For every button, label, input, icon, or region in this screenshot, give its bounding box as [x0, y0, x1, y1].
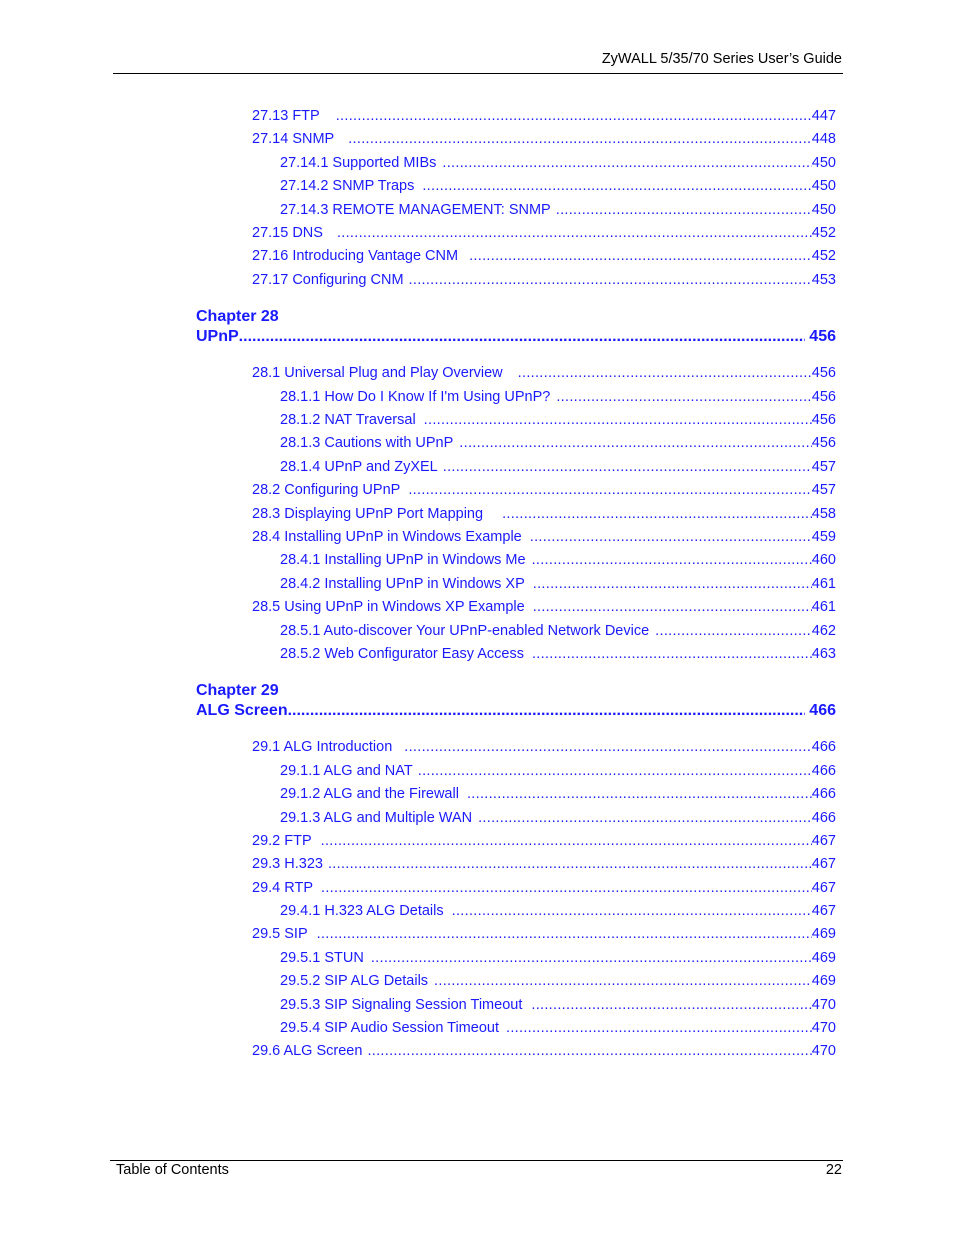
toc-entry-link[interactable] [280, 389, 836, 405]
dot-leader [321, 880, 812, 896]
toc-entry-title: 29.1.1 ALG and NAT [280, 763, 413, 779]
toc-entry-title: 28.1.4 UPnP and ZyXEL [280, 459, 438, 475]
toc-entry-page-number: 450 [811, 178, 836, 194]
toc-entry-page-number: 448 [811, 131, 836, 147]
dot-leader [655, 623, 812, 639]
toc-entry-title: 29.3 H.323 [252, 856, 323, 872]
toc-entry-page-number: 459 [811, 529, 836, 545]
dot-leader [328, 856, 812, 872]
toc-entry-page-number: 466 [811, 739, 836, 755]
dot-leader [532, 552, 812, 568]
toc-entry-page-number: 452 [811, 248, 836, 264]
chapter-title: ALG Screen [196, 702, 288, 719]
toc-entry-title: 27.14.2 SNMP Traps [280, 178, 415, 194]
dot-leader [239, 328, 806, 346]
dot-leader [434, 973, 812, 989]
toc-entry-title: 28.5.2 Web Configurator Easy Access [280, 646, 524, 662]
dot-leader [418, 763, 812, 779]
toc-entry-title: 29.2 FTP [252, 833, 312, 849]
chapter-28-number[interactable]: Chapter 28 [196, 308, 279, 325]
toc-entry-link[interactable] [252, 1043, 836, 1059]
toc-entry-link[interactable] [280, 576, 836, 592]
toc-entry-page-number: 467 [811, 903, 836, 919]
toc-entry-title: 29.5 SIP [252, 926, 308, 942]
toc-entry-link[interactable] [280, 552, 836, 568]
toc-entry-link[interactable] [280, 973, 836, 989]
toc-entry-link[interactable] [252, 926, 836, 942]
chapter-page-number: 456 [809, 328, 836, 345]
toc-entry-link[interactable] [280, 903, 836, 919]
chapter-29-title-link[interactable] [196, 702, 836, 720]
dot-leader [408, 482, 811, 498]
toc-entry-title: 28.1.3 Cautions with UPnP [280, 435, 454, 451]
dot-leader [533, 599, 812, 615]
toc-entry-title: 27.16 Introducing Vantage CNM [252, 248, 459, 264]
toc-entry-page-number: 457 [811, 482, 836, 498]
dot-leader [409, 272, 812, 288]
toc-entry-title: 28.1 Universal Plug and Play Overview [252, 365, 503, 381]
dot-leader [556, 202, 812, 218]
toc-entry-link[interactable] [280, 786, 836, 802]
toc-entry-page-number: 467 [811, 856, 836, 872]
dot-leader [443, 459, 812, 475]
dot-leader [348, 131, 812, 147]
chapter-29-number[interactable]: Chapter 29 [196, 682, 279, 699]
toc-entry-link[interactable] [252, 599, 836, 615]
toc-entry-page-number: 461 [811, 576, 836, 592]
toc-entry-page-number: 461 [811, 599, 836, 615]
toc-entry-link[interactable] [252, 482, 836, 498]
toc-entry-title: 28.1.2 NAT Traversal [280, 412, 416, 428]
toc-entry-title: 28.4.2 Installing UPnP in Windows XP [280, 576, 525, 592]
toc-entry-title: 28.2 Configuring UPnP [252, 482, 401, 498]
dot-leader [506, 1020, 812, 1036]
chapter-title: UPnP [196, 328, 239, 345]
toc-entry-title: 27.14.3 REMOTE MANAGEMENT: SNMP [280, 202, 551, 218]
toc-entry-link[interactable] [252, 506, 836, 522]
toc-entry-page-number: 447 [811, 108, 836, 124]
toc-entry-link[interactable] [280, 997, 836, 1013]
footer-page-number: 22 [825, 1162, 842, 1178]
toc-entry-link[interactable] [252, 739, 836, 755]
toc-entry-link[interactable] [252, 225, 836, 241]
footer-divider [110, 1160, 843, 1161]
dot-leader [531, 997, 811, 1013]
toc-entry-link[interactable] [252, 248, 836, 264]
dot-leader [467, 786, 812, 802]
toc-entry-page-number: 466 [811, 763, 836, 779]
toc-entry-page-number: 456 [811, 412, 836, 428]
dot-leader [371, 950, 812, 966]
toc-entry-title: 29.5.4 SIP Audio Session Timeout [280, 1020, 499, 1036]
toc-entry-page-number: 450 [811, 202, 836, 218]
toc-entry-page-number: 470 [811, 997, 836, 1013]
toc-entry-link[interactable] [252, 880, 836, 896]
toc-entry-title: 28.1.1 How Do I Know If I'm Using UPnP? [280, 389, 551, 405]
toc-entry-title: 29.5.1 STUN [280, 950, 364, 966]
dot-leader [478, 810, 812, 826]
toc-entry-link[interactable] [252, 833, 836, 849]
dot-leader [459, 435, 812, 451]
toc-entry-title: 27.13 FTP [252, 108, 320, 124]
dot-leader [424, 412, 812, 428]
chapter-page-number: 466 [809, 702, 836, 719]
dot-leader [442, 155, 811, 171]
toc-entry-title: 27.14 SNMP [252, 131, 335, 147]
toc-entry-page-number: 469 [811, 950, 836, 966]
toc-entry-link[interactable] [252, 365, 836, 381]
toc-entry-page-number: 456 [811, 435, 836, 451]
dot-leader [422, 178, 811, 194]
toc-entry-page-number: 470 [811, 1020, 836, 1036]
running-header-title: ZyWALL 5/35/70 Series User’s Guide [601, 51, 842, 67]
dot-leader [502, 506, 812, 522]
dot-leader [404, 739, 812, 755]
toc-entry-page-number: 469 [811, 926, 836, 942]
toc-entry-title: 28.4.1 Installing UPnP in Windows Me [280, 552, 526, 568]
toc-entry-title: 29.4 RTP [252, 880, 313, 896]
toc-entry-title: 29.1.3 ALG and Multiple WAN [280, 810, 473, 826]
toc-entry-title: 27.14.1 Supported MIBs [280, 155, 437, 171]
footer-section-title: Table of Contents [116, 1162, 229, 1178]
toc-entry-page-number: 457 [811, 459, 836, 475]
toc-entry-page-number: 466 [811, 810, 836, 826]
toc-entry-link[interactable] [252, 529, 836, 545]
dot-leader [367, 1043, 811, 1059]
toc-entry-title: 29.5.3 SIP Signaling Session Timeout [280, 997, 523, 1013]
toc-entry-page-number: 456 [811, 389, 836, 405]
toc-entry-title: 29.4.1 H.323 ALG Details [280, 903, 444, 919]
toc-entry-page-number: 467 [811, 880, 836, 896]
toc-entry-link[interactable] [280, 623, 836, 639]
toc-entry-page-number: 463 [811, 646, 836, 662]
dot-leader [321, 833, 812, 849]
toc-entry-page-number: 460 [811, 552, 836, 568]
toc-entry-link[interactable] [252, 108, 836, 124]
toc-entry-page-number: 450 [811, 155, 836, 171]
dot-leader [337, 225, 812, 241]
toc-entry-title: 28.3 Displaying UPnP Port Mapping [252, 506, 484, 522]
toc-entry-link[interactable] [280, 155, 836, 171]
toc-entry-link[interactable] [280, 459, 836, 475]
dot-leader [452, 903, 812, 919]
chapter-28-title-link[interactable] [196, 328, 836, 346]
toc-entry-title: 27.15 DNS [252, 225, 323, 241]
toc-entry-title: 28.4 Installing UPnP in Windows Example [252, 529, 522, 545]
toc-entry-page-number: 469 [811, 973, 836, 989]
toc-entry-page-number: 453 [811, 272, 836, 288]
dot-leader [532, 646, 812, 662]
toc-entry-link[interactable] [280, 435, 836, 451]
dot-leader [317, 926, 812, 942]
toc-entry-link[interactable] [280, 412, 836, 428]
toc-entry-page-number: 466 [811, 786, 836, 802]
toc-entry-link[interactable] [280, 763, 836, 779]
dot-leader [533, 576, 812, 592]
toc-entry-link[interactable] [252, 856, 836, 872]
toc-entry-title: 27.17 Configuring CNM [252, 272, 404, 288]
toc-entry-title: 29.5.2 SIP ALG Details [280, 973, 429, 989]
dot-leader [469, 248, 812, 264]
toc-entry-link[interactable] [280, 202, 836, 218]
toc-entry-page-number: 456 [811, 365, 836, 381]
toc-entry-page-number: 470 [811, 1043, 836, 1059]
toc-entry-page-number: 458 [811, 506, 836, 522]
dot-leader [336, 108, 812, 124]
toc-entry-link[interactable] [280, 178, 836, 194]
dot-leader [288, 702, 806, 720]
dot-leader [530, 529, 812, 545]
toc-entry-title: 28.5.1 Auto-discover Your UPnP-enabled Network Device [280, 623, 650, 639]
toc-entry-page-number: 452 [811, 225, 836, 241]
toc-entry-link[interactable] [280, 810, 836, 826]
toc-entry-link[interactable] [280, 1020, 836, 1036]
toc-entry-page-number: 467 [811, 833, 836, 849]
toc-entry-link[interactable] [252, 131, 836, 147]
dot-leader [556, 389, 811, 405]
toc-entry-title: 29.1.2 ALG and the Firewall [280, 786, 459, 802]
toc-entry-title: 29.6 ALG Screen [252, 1043, 363, 1059]
toc-entry-link[interactable] [252, 272, 836, 288]
toc-entry-title: 29.1 ALG Introduction [252, 739, 393, 755]
toc-entry-page-number: 462 [811, 623, 836, 639]
toc-entry-link[interactable] [280, 950, 836, 966]
dot-leader [518, 365, 812, 381]
toc-entry-title: 28.5 Using UPnP in Windows XP Example [252, 599, 525, 615]
toc-entry-link[interactable] [280, 646, 836, 662]
